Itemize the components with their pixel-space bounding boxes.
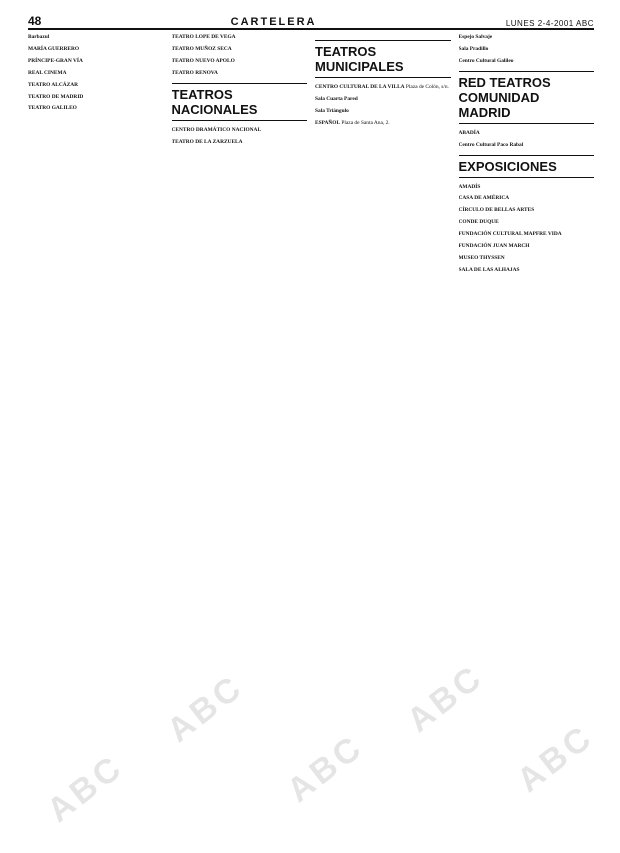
listing-title: ESPAÑOL [315, 119, 341, 126]
listing-entry [172, 139, 308, 146]
listing-entry [28, 105, 164, 112]
listing-entry [28, 70, 164, 77]
listing-title: TEATRO DE MADRID [28, 93, 84, 100]
listing-title: PRÍNCIPE-GRAN VÍA [28, 57, 83, 64]
listing-title: Sala Triángulo [315, 107, 349, 114]
listing-entry [459, 231, 595, 238]
listing-entry [172, 58, 308, 65]
listing-entry [459, 255, 595, 262]
listing-entry [172, 46, 308, 53]
listing-entry [459, 130, 595, 137]
watermark-text: ABC [160, 667, 251, 750]
section-heading: TEATROS NACIONALES [172, 83, 308, 121]
listing-title: Centro Cultural Paco Rabal [458, 141, 524, 148]
listing-title: CÍRCULO DE BELLAS ARTES [458, 207, 535, 214]
listing-title: Sala Pradillo [458, 45, 489, 52]
listing-entry [459, 46, 595, 53]
listing-entry [28, 58, 164, 65]
listing-title: TEATRO RENOVA [171, 69, 218, 76]
watermark-text: ABC [40, 747, 131, 830]
listing-title: CENTRO CULTURAL DE LA VILLA [315, 84, 405, 90]
listing-title: TEATRO MUÑOZ SECA [171, 45, 232, 52]
listing-entry [28, 94, 164, 101]
listing-entry [459, 195, 595, 202]
listing-title: TEATRO GALILEO [28, 105, 77, 112]
page-number: 48 [28, 14, 42, 28]
watermark-text: ABC [510, 717, 601, 800]
listing-entry [315, 108, 451, 115]
listing-title: TEATRO DE LA ZARZUELA [171, 138, 243, 145]
listing-title: MUSEO THYSSEN [458, 254, 505, 261]
listing-entry [459, 184, 595, 191]
listing-text: Plaza de Colón, s/n. [404, 84, 449, 90]
listing-entry [459, 142, 595, 149]
listing-entry [459, 34, 595, 41]
watermark-text: ABC [400, 657, 491, 740]
listing-title: CASA DE AMÉRICA [458, 195, 510, 202]
listing-title: CENTRO DRAMÁTICO NACIONAL [171, 126, 262, 133]
section-heading: RED TEATROS COMUNIDAD MADRID [459, 71, 595, 124]
watermark-text: ABC [280, 727, 371, 810]
listing-title: Sala Cuarta Pared [315, 95, 358, 102]
listing-entry [172, 127, 308, 134]
listing-title: FUNDACIÓN JUAN MARCH [458, 243, 530, 250]
listing-title: MARÍA GUERRERO [28, 45, 80, 52]
listing-title: ABADÍA [458, 129, 480, 136]
listing-title: TEATRO ALCÁZAR [28, 81, 79, 88]
listing-entry [459, 243, 595, 250]
issue-date: LUNES 2-4-2001 ABC [505, 19, 594, 28]
listing-title: REAL CINEMA [28, 69, 67, 76]
listing-title: FUNDACIÓN CULTURAL MAPFRE VIDA [458, 231, 562, 238]
listing-entry [315, 120, 451, 127]
listing-entry [315, 84, 451, 91]
listing-text: Plaza de Santa Ana, 2. [340, 119, 390, 126]
listing-entry [459, 58, 595, 65]
section-title: CARTELERA [230, 16, 317, 28]
listing-entry [459, 219, 595, 226]
listing-entry [28, 82, 164, 89]
listing-title: Espejo Salvaje [458, 34, 493, 40]
listing-entry [28, 46, 164, 53]
listing-entry [459, 267, 595, 274]
listing-entry [315, 96, 451, 103]
column-4 [459, 34, 595, 844]
listing-title: TEATRO NUEVO APOLO [171, 57, 235, 64]
section-heading: TEATROS MUNICIPALES [315, 40, 451, 78]
listing-title: AMADÍS [458, 183, 481, 190]
listing-title: CONDE DUQUE [458, 219, 499, 226]
listing-entry [459, 207, 595, 214]
column-1 [28, 34, 164, 844]
column-3 [315, 34, 451, 844]
section-heading: EXPOSICIONES [459, 155, 595, 178]
listing-title: Barbazul [28, 34, 50, 40]
listing-title: SALA DE LAS ALHAJAS [458, 266, 520, 273]
listings-columns [28, 34, 594, 844]
listing-entry [172, 70, 308, 77]
listing-entry [28, 34, 164, 41]
listing-entry [172, 34, 308, 41]
page-header [28, 10, 594, 30]
listing-title: Centro Cultural Galileo [458, 57, 514, 64]
listing-title: TEATRO LOPE DE VEGA [171, 34, 236, 40]
column-2 [172, 34, 308, 844]
